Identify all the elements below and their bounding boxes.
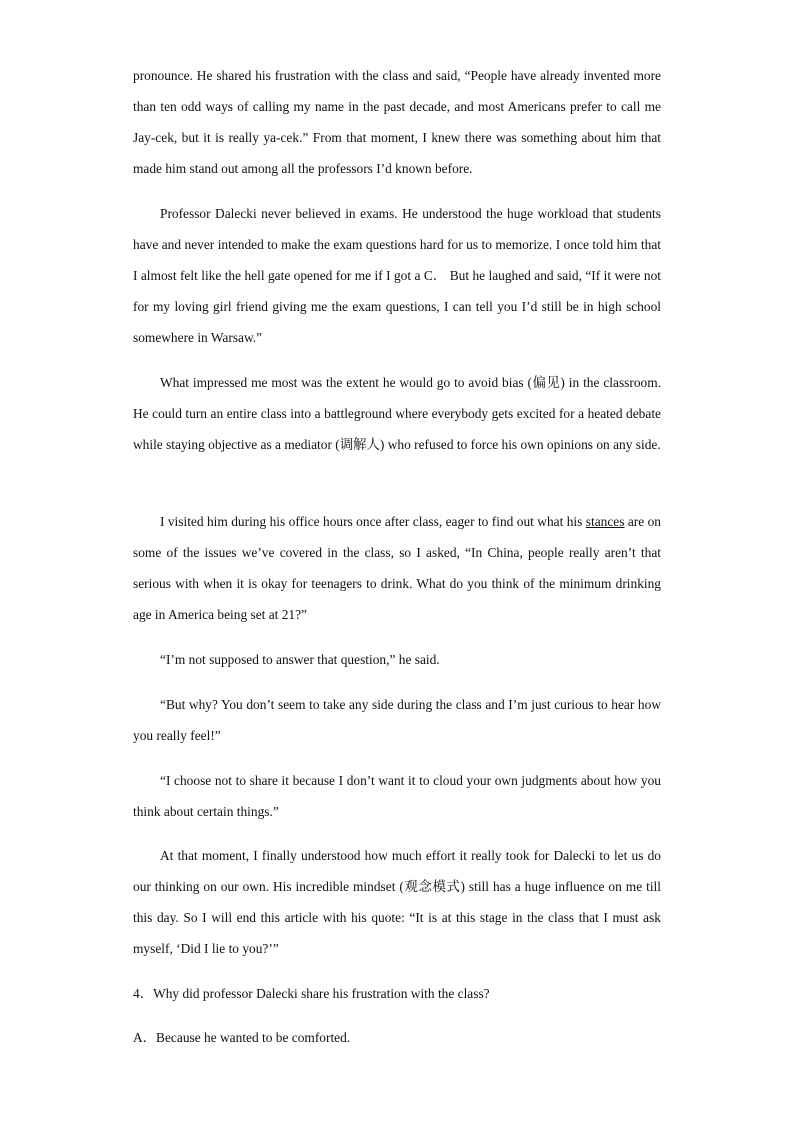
paragraph-bias: What impressed me most was the extent he would go to avoid bias (偏见) in the classroom. He could turn an entire class into a battleground where everybody gets excited for a heated debate while staying objective as a mediator (调解人) who refused to force his own opinions on any side.	[133, 375, 661, 452]
paragraph-office-hours-text-before: I visited him during his office hours once after class, eager to find out what his	[160, 514, 586, 529]
paragraph-conclusion: At that moment, I finally understood how much effort it really took for Dalecki to let us do our thinking on our own. His incredible mindset (观念模式) still has a huge influence on me till this day. So I will end this article with his quote: “It is at this stage in the class that I must ask myself, ‘Did I lie to you?’”	[133, 848, 661, 956]
underlined-word-stances: stances	[585, 514, 625, 529]
paragraph-dialogue-not-supposed: “I’m not supposed to answer that question,” he said.	[160, 652, 440, 667]
paragraph-dialogue-but-why: “But why? You don’t seem to take any side during the class and I’m just curious to hear how you really feel!”	[133, 697, 661, 743]
paragraph-office-hours	[133, 506, 661, 630]
paragraph-office-hours-text-after: are on some of the issues we’ve covered in the class, so I asked, “In China, people really aren’t that serious with when it is okay for teenagers to drink. What do you think of the minimum drinking age in America being set at 21?”	[133, 514, 661, 622]
question-4: 4．Why did professor Dalecki share his frustration with the class?	[133, 986, 490, 1001]
paragraph-dialogue-choose-not: “I choose not to share it because I don’t want it to cloud your own judgments about how you think about certain things.”	[133, 773, 661, 819]
option-a: A．Because he wanted to be comforted.	[133, 1030, 351, 1045]
paragraph-name-pronunciation: pronounce. He shared his frustration with the class and said, “People have already invented more than ten odd ways of calling my name in the past decade, and most Americans prefer to call me Jay-cek, but it is really ya-cek.” From that moment, I knew there was something about him that made him stand out among all the professors I’d known before.	[133, 68, 661, 176]
paragraph-exams: Professor Dalecki never believed in exams. He understood the huge workload that students have and never intended to make the exam questions hard for us to memorize. I once told him that I almost felt like the hell gate opened for me if I got a C． But he laughed and said, “If it were not for my loving girl friend giving me the exam questions, I can tell you I’d still be in high school somewhere in Warsaw.”	[133, 206, 661, 345]
